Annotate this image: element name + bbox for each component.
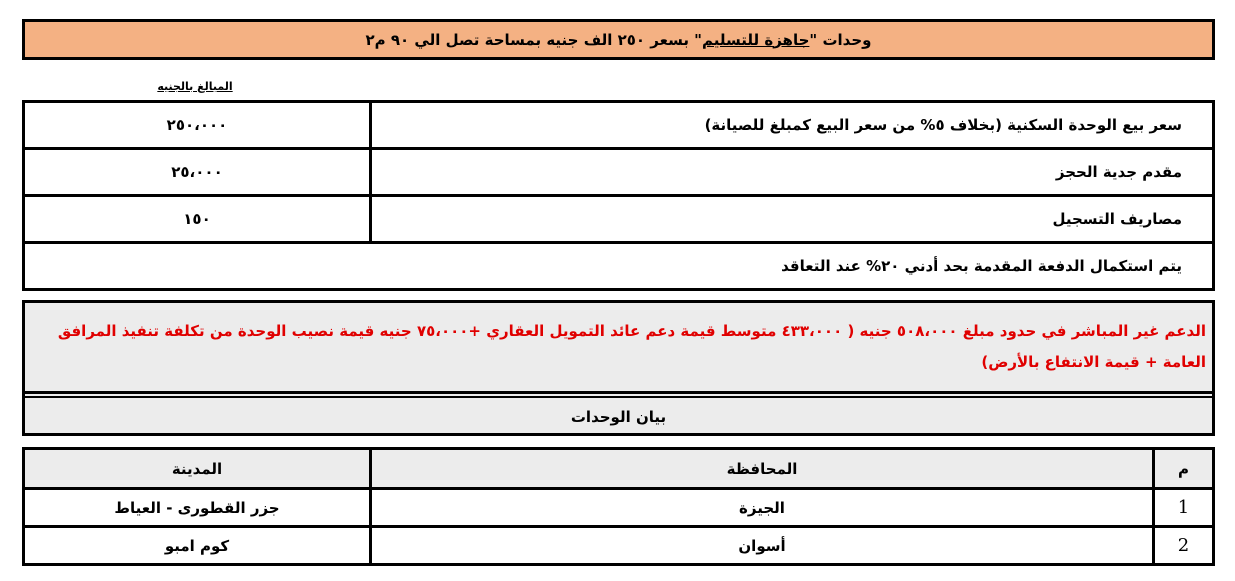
table-row [24, 196, 1214, 243]
deposit-label: مقدم جدية الحجز [371, 149, 1214, 196]
table-header-row [24, 449, 1214, 489]
table-row [24, 243, 1214, 290]
units-section-title: بيان الوحدات [25, 396, 1212, 435]
row-num: 2 [1154, 527, 1214, 565]
divider [25, 391, 1212, 394]
header-num: م [1154, 449, 1214, 489]
table-row [24, 527, 1214, 565]
row-city: جزر القطورى - العياط [24, 489, 371, 527]
price-label: سعر بيع الوحدة السكنية (بخلاف ٥% من سعر البيع كمبلغ للصيانة) [371, 102, 1214, 149]
amounts-currency-note: المبالغ بالجنيه [157, 80, 233, 93]
row-city: كوم امبو [24, 527, 371, 565]
title-highlight: جاهزة للتسليم [702, 30, 810, 49]
table-row [24, 149, 1214, 196]
units-table [22, 447, 1215, 566]
title-prefix: وحدات " [809, 30, 872, 49]
deposit-value: ٢٥،٠٠٠ [24, 149, 371, 196]
header-city: المدينة [24, 449, 371, 489]
registration-fee-label: مصاريف التسجيل [371, 196, 1214, 243]
support-panel [22, 300, 1215, 436]
row-governorate: الجيزة [371, 489, 1154, 527]
table-row [24, 489, 1214, 527]
table-row [24, 102, 1214, 149]
price-table [22, 100, 1215, 291]
page-title-banner [22, 19, 1215, 60]
down-payment-note: يتم استكمال الدفعة المقدمة بحد أدني ٢٠% عند التعاقد [24, 243, 1214, 290]
header-governorate: المحافظة [371, 449, 1154, 489]
indirect-support-text: الدعم غير المباشر في حدود مبلغ ٥٠٨،٠٠٠ جنيه ( ٤٣٣،٠٠٠ متوسط قيمة دعم عائد التمويل العقاري +٧٥،٠٠٠ جنيه قيمة نصيب الوحدة من تكلفة تنفيذ المرافق العامة + قيمة الانتفاع بالأرض) [57, 322, 1206, 371]
page-title [366, 31, 872, 49]
row-governorate: أسوان [371, 527, 1154, 565]
price-value: ٢٥٠،٠٠٠ [24, 102, 371, 149]
title-suffix: " بسعر ٢٥٠ الف جنيه بمساحة تصل الي ٩٠ م٢ [365, 30, 702, 49]
registration-fee-value: ١٥٠ [24, 196, 371, 243]
row-num: 1 [1154, 489, 1214, 527]
